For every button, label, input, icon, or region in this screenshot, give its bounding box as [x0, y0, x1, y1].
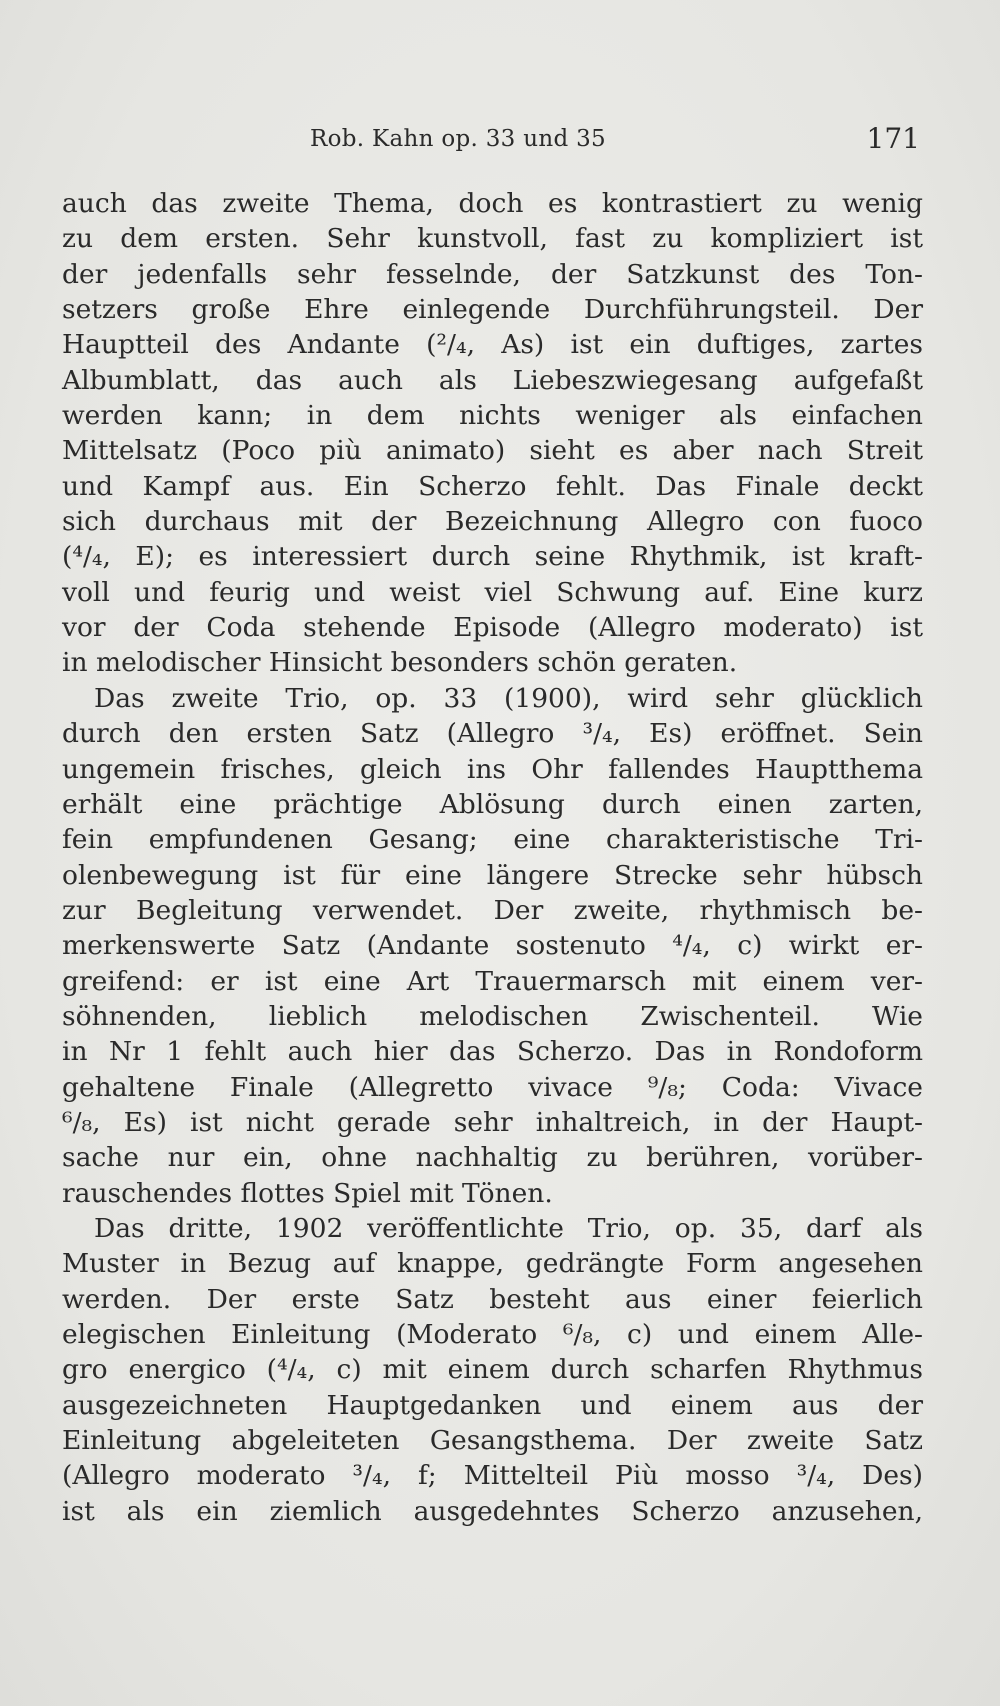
text-line: merkenswerte Satz (Andante sostenuto ⁴/₄, c) wirkt er-	[62, 930, 923, 962]
page-header	[62, 122, 920, 162]
text-line: rauschendes flottes Spiel mit Tönen.	[62, 1177, 553, 1209]
text-line: vor der Coda stehende Episode (Allegro moderato) ist	[62, 612, 923, 644]
text-line: gehaltene Finale (Allegretto vivace ⁹/₈; Coda: Vivace	[62, 1071, 923, 1103]
text-line: und Kampf aus. Ein Scherzo fehlt. Das Finale deckt	[62, 470, 923, 502]
text-line: setzers große Ehre einlegende Durchführungsteil. Der	[62, 294, 923, 326]
body-text	[62, 186, 923, 1529]
text-line: fein empfundenen Gesang; eine charakteristische Tri-	[62, 824, 923, 856]
text-line: erhält eine prächtige Ablösung durch einen zarten,	[62, 788, 923, 820]
text-line: (⁴/₄, E); es interessiert durch seine Rhythmik, ist kraft-	[62, 541, 923, 573]
text-line: greifend: er ist eine Art Trauermarsch mit einem ver-	[62, 965, 923, 997]
text-line: elegischen Einleitung (Moderato ⁶/₈, c) und einem Alle-	[62, 1319, 923, 1350]
text-line: Mittelsatz (Poco più animato) sieht es aber nach Streit	[62, 435, 923, 467]
text-line: ist als ein ziemlich ausgedehntes Scherzo anzusehen,	[62, 1495, 923, 1527]
text-line: durch den ersten Satz (Allegro ³/₄, Es) eröffnet. Sein	[62, 718, 923, 750]
text-line: Albumblatt, das auch als Liebeszwiegesang aufgefaßt	[62, 364, 923, 396]
text-line: sache nur ein, ohne nachhaltig zu berühren, vorüber-	[62, 1142, 923, 1174]
text-line: sich durchaus mit der Bezeichnung Allegro con fuoco	[62, 506, 923, 538]
page-number: 171	[866, 122, 920, 155]
text-line: der jedenfalls sehr fesselnde, der Satzkunst des Ton-	[62, 258, 923, 290]
text-line: werden kann; in dem nichts weniger als einfachen	[62, 400, 923, 432]
text-line: Einleitung abgeleiteten Gesangsthema. Der zweite Satz	[62, 1425, 923, 1457]
text-line: werden. Der erste Satz besteht aus einer feierlich	[62, 1283, 923, 1315]
text-line: olenbewegung ist für eine längere Strecke sehr hübsch	[62, 859, 923, 891]
text-line: (Allegro moderato ³/₄, f; Mittelteil Più mosso ³/₄, Des)	[62, 1460, 923, 1492]
text-line: ⁶/₈, Es) ist nicht gerade sehr inhaltreich, in der Haupt-	[62, 1106, 923, 1138]
text-line: ausgezeichneten Hauptgedanken und einem aus der	[62, 1389, 923, 1421]
text-line: ungemein frisches, gleich ins Ohr fallendes Hauptthema	[62, 753, 923, 785]
text-line: in melodischer Hinsicht besonders schön geraten.	[62, 647, 738, 679]
text-line: Das zweite Trio, op. 33 (1900), wird sehr glücklich	[94, 682, 923, 714]
text-line: söhnenden, lieblich melodischen Zwischenteil. Wie	[62, 1000, 923, 1032]
text-line: zur Begleitung verwendet. Der zweite, rhythmisch be-	[62, 894, 923, 926]
running-title: Rob. Kahn op. 33 und 35	[310, 126, 606, 152]
text-line: in Nr 1 fehlt auch hier das Scherzo. Das in Rondoform	[62, 1036, 923, 1068]
text-line: voll und feurig und weist viel Schwung auf. Eine kurz	[62, 576, 923, 608]
text-line: Hauptteil des Andante (²/₄, As) ist ein duftiges, zartes	[62, 329, 923, 361]
text-line: Das dritte, 1902 veröffentlichte Trio, op. 35, darf als	[94, 1212, 923, 1244]
text-line: gro energico (⁴/₄, c) mit einem durch scharfen Rhythmus	[62, 1354, 923, 1386]
text-line: zu dem ersten. Sehr kunstvoll, fast zu kompliziert ist	[62, 223, 923, 255]
text-line: auch das zweite Thema, doch es kontrastiert zu wenig	[62, 188, 923, 219]
text-line: Muster in Bezug auf knappe, gedrängte Form angesehen	[62, 1248, 923, 1280]
